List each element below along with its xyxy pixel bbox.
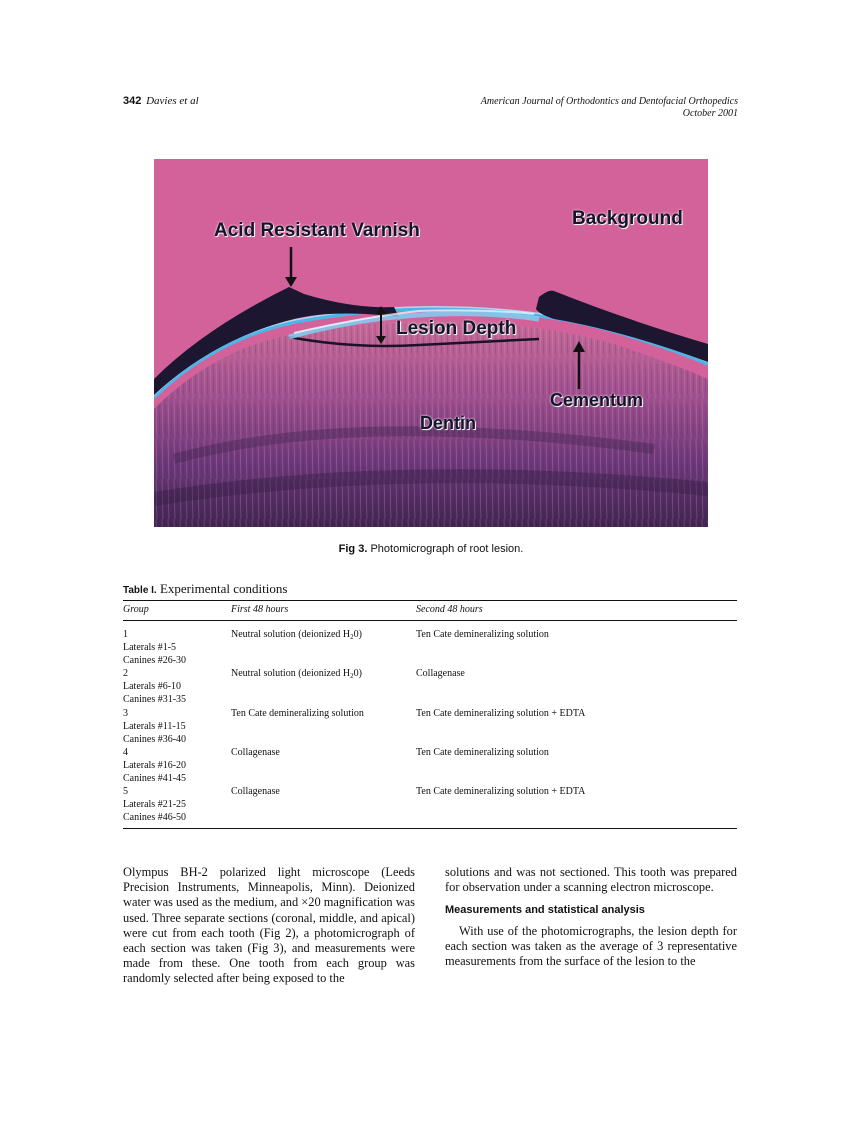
group-number: 5	[123, 786, 128, 797]
label-background: Background	[572, 208, 683, 229]
label-cementum: Cementum	[550, 390, 644, 410]
page-number: 342	[123, 95, 142, 107]
label-dentin: Dentin	[420, 413, 476, 433]
section-heading: Measurements and statistical analysis	[445, 904, 645, 917]
label-lesion-depth: Lesion Depth	[396, 318, 517, 339]
col-header-group: Group	[123, 604, 149, 615]
group-laterals: Laterals #21-25	[123, 799, 187, 810]
table-bottom-rule	[123, 828, 737, 829]
body-right-column	[445, 865, 737, 969]
col-header-second-48: Second 48 hours	[416, 604, 483, 615]
group-canines: Canines #36-40	[123, 734, 187, 745]
group-canines: Canines #26-30	[123, 655, 187, 666]
caption-text: Photomicrograph of root lesion.	[370, 543, 524, 555]
author-line: Davies et al	[146, 95, 199, 107]
figure-caption	[0, 543, 862, 555]
group-canines: Canines #41-45	[123, 773, 187, 784]
table-label: Table I.	[123, 585, 157, 596]
running-header-left	[123, 95, 199, 107]
table-row-first-48: Collagenase	[231, 786, 280, 797]
table-title	[123, 581, 287, 597]
table-row-second-48: Ten Cate demineralizing solution + EDTA	[416, 786, 586, 797]
table-row-second-48: Collagenase	[416, 668, 465, 679]
table-row-first-48: Ten Cate demineralizing solution	[231, 708, 364, 719]
group-laterals: Laterals #11-15	[123, 721, 186, 732]
journal-name: American Journal of Orthodontics and Dentofacial Orthopedics	[480, 96, 738, 107]
group-number: 1	[123, 629, 128, 640]
group-laterals: Laterals #16-20	[123, 760, 187, 771]
body-paragraph: With use of the photomicrographs, the lesion depth for each section was taken as the average of 3 representative measurements from the surface of the lesion to the	[445, 923, 737, 969]
table-header-rule	[123, 620, 737, 621]
table-row-group-cell	[123, 707, 186, 746]
group-number: 3	[123, 708, 128, 719]
table-row-second-48: Ten Cate demineralizing solution	[416, 747, 549, 758]
label-acid-resistant-varnish: Acid Resistant Varnish	[214, 220, 420, 241]
table-row-second-48: Ten Cate demineralizing solution + EDTA	[416, 708, 586, 719]
group-canines: Canines #31-35	[123, 694, 187, 705]
table-row-second-48: Ten Cate demineralizing solution	[416, 629, 549, 640]
issue-date: October 2001	[682, 108, 738, 119]
table-row-group-cell	[123, 667, 186, 706]
body-paragraph: Olympus BH-2 polarized light microscope (Leeds Precision Instruments, Minneapolis, Minn). Deionized water was used as the medium, and ×20 magnification was used. Three separate sections (coronal, middle, and apical) were cut from each tooth (Fig 2), a photomicrograph of each section was taken (Fig 3), and measurements were made from these. One tooth from each group was randomly selected after being exposed to the	[123, 865, 415, 986]
group-laterals: Laterals #1-5	[123, 642, 177, 653]
group-number: 4	[123, 747, 128, 758]
col-header-first-48: First 48 hours	[231, 604, 289, 615]
group-number: 2	[123, 668, 128, 679]
body-left-column	[123, 865, 415, 987]
table-top-rule	[123, 600, 737, 601]
table-row-first-48: Neutral solution (deionized $H_20$)	[231, 629, 362, 641]
caption-label: Fig 3.	[338, 543, 368, 555]
table-row-group-cell	[123, 628, 186, 667]
table-row-group-cell	[123, 746, 186, 785]
table-row-group-cell	[123, 785, 186, 824]
table-row-first-48: Neutral solution (deionized $H_20$)	[231, 668, 362, 680]
photomicrograph-figure	[154, 159, 708, 527]
table-caption: Experimental conditions	[159, 581, 288, 596]
group-laterals: Laterals #6-10	[123, 681, 182, 692]
group-canines: Canines #46-50	[123, 812, 187, 823]
body-paragraph: solutions and was not sectioned. This tooth was prepared for observation under a scanning electron microscope.	[445, 865, 737, 895]
running-header-right	[481, 96, 738, 120]
table-row-first-48: Collagenase	[231, 747, 280, 758]
